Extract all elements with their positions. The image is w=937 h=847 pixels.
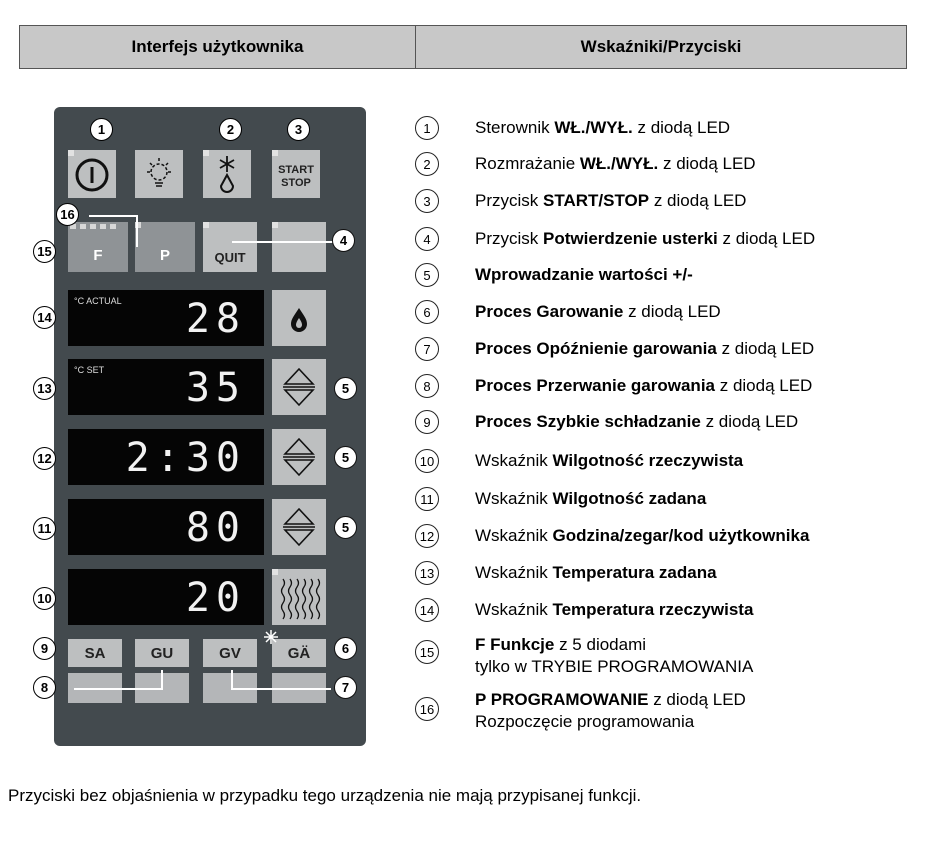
up-down-arrows-icon <box>272 429 326 485</box>
humidity-button[interactable] <box>272 569 326 625</box>
legend-item-11: 11 Wskaźnik Wilgotność zadana <box>415 487 439 511</box>
display-value-humidity-actual: 20 <box>185 575 246 621</box>
humidity-led <box>272 569 278 575</box>
power-icon <box>68 150 116 198</box>
control-panel <box>54 107 366 746</box>
start-stop-button[interactable] <box>272 150 320 198</box>
display-temp-actual <box>68 290 264 346</box>
callout-5a: 5 <box>334 377 357 400</box>
callout-3: 3 <box>287 118 310 141</box>
f-leds <box>70 224 116 229</box>
unassigned-button[interactable] <box>272 222 326 272</box>
proofing-flame-button[interactable] <box>272 290 326 346</box>
callout-5c: 5 <box>334 516 357 539</box>
header-col-indicators: Wskaźniki/Przyciski <box>580 37 742 56</box>
start-label: START <box>278 164 314 176</box>
legend-item-5: 5 Wprowadzanie wartości +/- <box>415 263 439 287</box>
display-temp-set <box>68 359 264 415</box>
ga-led-spark-icon <box>263 629 279 645</box>
legend-item-9: 9 Proces Szybkie schładzanie z diodą LED <box>415 410 439 434</box>
leader-7 <box>231 688 331 690</box>
display-clock <box>68 429 264 485</box>
start-stop-led <box>272 150 278 156</box>
sa-button[interactable] <box>68 639 122 667</box>
display-value-actual: 28 <box>185 296 246 342</box>
gv-label: GV <box>219 645 241 662</box>
callout-6: 6 <box>334 637 357 660</box>
f-label: F <box>93 247 103 264</box>
legend-item-6: 6 Proces Garowanie z diodą LED <box>415 300 439 324</box>
gv-button[interactable] <box>203 639 257 667</box>
defrost-button[interactable] <box>203 150 251 198</box>
callout-1: 1 <box>90 118 113 141</box>
gu-label: GU <box>150 645 174 662</box>
display-humidity-actual <box>68 569 264 625</box>
leader-7-vert <box>231 670 233 690</box>
footer-note: Przyciski bez objaśnienia w przypadku tego urządzenia nie mają przypisanej funkcji. <box>8 786 642 805</box>
legend-item-13: 13 Wskaźnik Temperatura zadana <box>415 561 439 585</box>
defrost-led <box>203 150 209 156</box>
quit-label: QUIT <box>214 250 246 265</box>
callout-8: 8 <box>33 676 56 699</box>
leader-8-vert <box>161 670 163 690</box>
legend-item-8: 8 Proces Przerwanie garowania z diodą LED <box>415 374 439 398</box>
leader-16 <box>89 215 137 217</box>
legend-item-12: 12 Wskaźnik Godzina/zegar/kod użytkownika <box>415 524 439 548</box>
up-down-arrows-icon <box>272 359 326 415</box>
legend-item-2: 2 Rozmrażanie WŁ./WYŁ. z diodą LED <box>415 152 439 176</box>
callout-14: 14 <box>33 306 56 329</box>
callout-4: 4 <box>332 229 355 252</box>
callout-7: 7 <box>334 676 357 699</box>
defrost-icon <box>203 150 251 198</box>
legend-item-3: 3 Przycisk START/STOP z diodą LED <box>415 189 439 213</box>
ga-button[interactable] <box>272 639 326 667</box>
value-updown-button-3[interactable] <box>272 499 326 555</box>
legend-item-10: 10 Wskaźnik Wilgotność rzeczywista <box>415 449 439 473</box>
callout-15: 15 <box>33 240 56 263</box>
light-bulb-icon <box>135 150 183 198</box>
p-programming-button[interactable] <box>135 222 195 272</box>
sa-label: SA <box>84 645 106 662</box>
display-value-humidity-set: 80 <box>185 505 246 551</box>
up-down-arrows-icon <box>272 499 326 555</box>
power-led <box>68 150 74 156</box>
value-updown-button-2[interactable] <box>272 429 326 485</box>
header-col-interface: Interfejs użytkownika <box>20 26 416 68</box>
display-label-set: °C SET <box>74 365 105 375</box>
legend-item-1: 1 Sterownik WŁ./WYŁ. z diodą LED <box>415 116 439 140</box>
legend-item-4: 4 Przycisk Potwierdzenie usterki z diodą LED <box>415 227 439 251</box>
leader-4 <box>232 241 336 243</box>
value-updown-button-1[interactable] <box>272 359 326 415</box>
power-button[interactable] <box>68 150 116 198</box>
callout-10: 10 <box>33 587 56 610</box>
p-label: P <box>159 247 170 264</box>
leader-16-vert <box>136 215 138 247</box>
callout-9: 9 <box>33 637 56 660</box>
light-button[interactable] <box>135 150 183 198</box>
display-humidity-set <box>68 499 264 555</box>
display-value-set: 35 <box>185 365 246 411</box>
callout-5b: 5 <box>334 446 357 469</box>
callout-12: 12 <box>33 447 56 470</box>
callout-11: 11 <box>33 517 56 540</box>
callout-16: 16 <box>56 203 79 226</box>
display-value-clock: 2:30 <box>125 435 246 481</box>
quit-button[interactable] <box>203 222 257 272</box>
f-functions-button[interactable] <box>68 222 128 272</box>
legend-item-15: 15 F Funkcje z 5 diodami tylko w TRYBIE PROGRAMOWANIA <box>415 640 439 664</box>
callout-13: 13 <box>33 377 56 400</box>
gu-button[interactable] <box>135 639 189 667</box>
callout-2: 2 <box>219 118 242 141</box>
ga-label: GÄ <box>287 645 311 662</box>
unassigned-led <box>272 222 278 228</box>
display-label-actual: °C ACTUAL <box>74 296 122 306</box>
legend-item-14: 14 Wskaźnik Temperatura rzeczywista <box>415 598 439 622</box>
header-table <box>19 25 907 69</box>
stop-label: STOP <box>281 177 311 189</box>
quit-led <box>203 222 209 228</box>
flame-icon <box>272 290 326 346</box>
humidity-waves-icon <box>272 569 326 625</box>
legend-item-7: 7 Proces Opóźnienie garowania z diodą LED <box>415 337 439 361</box>
legend-item-16: 16 P PROGRAMOWANIE z diodą LED Rozpoczęcie programowania <box>415 697 439 721</box>
leader-8 <box>74 688 162 690</box>
